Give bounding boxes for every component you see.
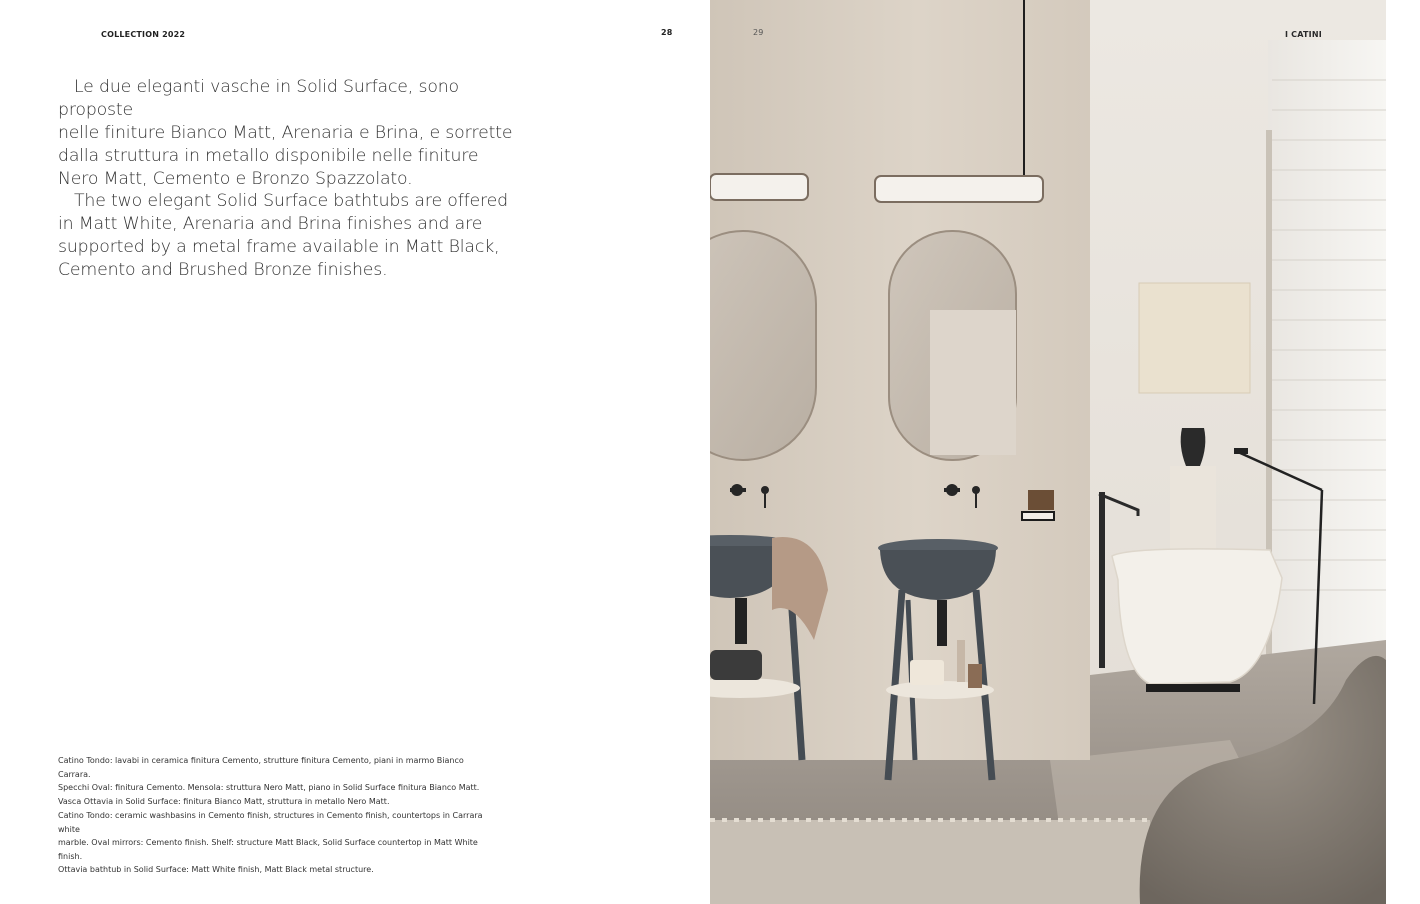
intro-italian: [58, 76, 528, 191]
caption-line: Ottavia bathtub in Solid Surface: Matt White finish, Matt Black metal structure.: [58, 865, 374, 875]
mirror-reflection: [930, 310, 1016, 455]
intro-line: in Matt White, Arenaria and Brina finishes and are: [58, 214, 483, 234]
wall-artwork: [1139, 283, 1250, 393]
section-title: I CATINI: [1285, 30, 1322, 39]
intro-line: Nero Matt, Cemento e Bronzo Spazzolato.: [58, 169, 413, 189]
intro-line: Cemento and Brushed Bronze finishes.: [58, 260, 388, 280]
intro-english: [58, 190, 528, 282]
page-number-left: 28: [661, 28, 673, 37]
page-number-right: 29: [753, 28, 764, 37]
pendant-light: [875, 176, 1043, 202]
intro-line: dalla struttura in metallo disponibile nelle finiture: [58, 146, 479, 166]
intro-line: The two elegant Solid Surface bathtubs are offered: [74, 191, 508, 211]
caption-line: Vasca Ottavia in Solid Surface: finitura Bianco Matt, struttura in metallo Nero Matt.: [58, 796, 390, 806]
plinth: [1170, 466, 1216, 562]
caption-line: marble. Oval mirrors: Cemento finish. Shelf: structure Matt Black, Solid Surface countertop in Matt White finish.: [58, 838, 478, 861]
right-page-photo: [710, 0, 1386, 904]
floor-lamp-head: [1234, 448, 1248, 454]
window: [1268, 40, 1386, 680]
bathroom-photo: [710, 0, 1386, 904]
rug: [710, 820, 1150, 904]
caption-italian: [58, 754, 498, 808]
caption-english: [58, 809, 498, 877]
caption-line: Specchi Oval: finitura Cemento. Mensola: struttura Nero Matt, piano in Solid Surface finitura Bianco Matt.: [58, 783, 480, 793]
page-margin: [1386, 0, 1420, 904]
bathtub-base: [1146, 684, 1240, 692]
wall-shelf-item: [1028, 490, 1054, 510]
floor-faucet: [1099, 492, 1105, 668]
intro-line: supported by a metal frame available in Matt Black,: [58, 237, 500, 257]
pendant-light: [710, 174, 808, 200]
intro-line: nelle finiture Bianco Matt, Arenaria e Brina, e sorrette: [58, 123, 513, 143]
collection-title: COLLECTION 2022: [101, 30, 186, 39]
caption-line: Catino Tondo: lavabi in ceramica finitura Cemento, strutture finitura Cemento, piani in marmo Bianco Carrara.: [58, 756, 464, 779]
wall-shelf: [1022, 512, 1054, 520]
caption-line: Catino Tondo: ceramic washbasins in Cemento finish, structures in Cemento finish, countertops in Carrara white: [58, 811, 483, 834]
vase: [1181, 428, 1206, 466]
intro-line: Le due eleganti vasche in Solid Surface, sono proposte: [58, 77, 459, 120]
oval-mirror: [710, 231, 816, 460]
